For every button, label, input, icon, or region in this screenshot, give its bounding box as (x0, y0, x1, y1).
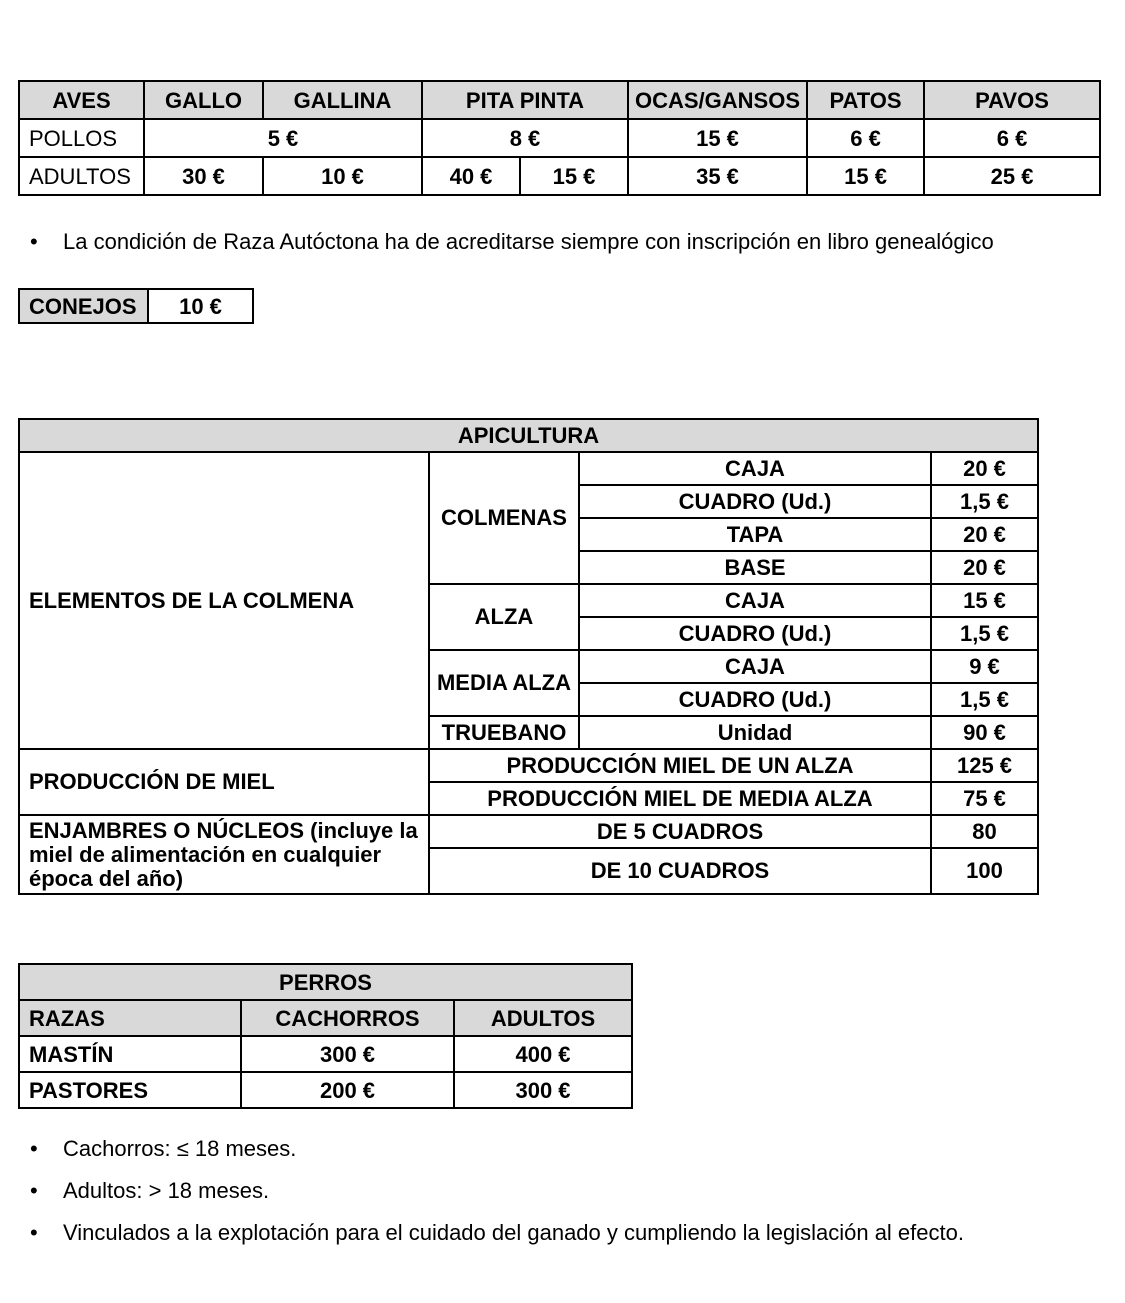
perros-notes-list (30, 1136, 1100, 1262)
colmenas-caja-price: 20 € (931, 452, 1038, 485)
pavos-header-cell: PAVOS (924, 81, 1100, 119)
adultos-patos-price: 15 € (807, 157, 924, 195)
colmenas-base-price: 20 € (931, 551, 1038, 584)
bullet-icon: • (30, 1178, 38, 1203)
note-cachorros (30, 1136, 1100, 1162)
pollos-row (19, 119, 1100, 157)
cachorros-header-cell: CACHORROS (241, 1000, 454, 1036)
note-adultos (30, 1178, 1100, 1204)
pastores-label: PASTORES (19, 1072, 241, 1108)
pollos-label: POLLOS (19, 119, 144, 157)
note-cachorros-text: Cachorros: ≤ 18 meses. (63, 1136, 297, 1161)
perros-header-row (19, 1000, 632, 1036)
produccion-un-alza-item: PRODUCCIÓN MIEL DE UN ALZA (429, 749, 931, 782)
bullet-icon: • (30, 229, 38, 254)
pollos-gallo-gallina-price: 5 € (144, 119, 422, 157)
enjambres-10-cuadros-item: DE 10 CUADROS (429, 848, 931, 894)
alza-caja-price: 15 € (931, 584, 1038, 617)
colmenas-caja-item: CAJA (579, 452, 931, 485)
alza-label: ALZA (429, 584, 579, 650)
colmenas-tapa-price: 20 € (931, 518, 1038, 551)
elementos-colmena-label: ELEMENTOS DE LA COLMENA (19, 452, 429, 749)
apicultura-title-row (19, 419, 1038, 452)
truebano-unit: Unidad (579, 716, 931, 749)
produccion-miel-label: PRODUCCIÓN DE MIEL (19, 749, 429, 815)
note-vinculados-text: Vinculados a la explotación para el cuidado del ganado y cumpliendo la legislación al efecto. (63, 1220, 964, 1245)
conejos-price: 10 € (148, 289, 253, 323)
gallina-header-cell: GALLINA (263, 81, 422, 119)
produccion-media-alza-item: PRODUCCIÓN MIEL DE MEDIA ALZA (429, 782, 931, 815)
media-alza-caja-item: CAJA (579, 650, 931, 683)
gallo-header-cell: GALLO (144, 81, 263, 119)
pollos-pavos-price: 6 € (924, 119, 1100, 157)
media-alza-cuadro-price: 1,5 € (931, 683, 1038, 716)
aves-header-cell: AVES (19, 81, 144, 119)
conejos-label: CONEJOS (19, 289, 148, 323)
mastin-row (19, 1036, 632, 1072)
conejos-row (19, 289, 253, 323)
apicultura-title: APICULTURA (19, 419, 1038, 452)
perros-title: PERROS (19, 964, 632, 1000)
pastores-row (19, 1072, 632, 1108)
aves-header-row (19, 81, 1100, 119)
enjambres-5-cuadros-row (19, 815, 1038, 848)
colmenas-label: COLMENAS (429, 452, 579, 584)
alza-cuadro-price: 1,5 € (931, 617, 1038, 650)
pollos-ocas-gansos-price: 15 € (628, 119, 807, 157)
colmenas-cuadro-item: CUADRO (Ud.) (579, 485, 931, 518)
pastores-cachorros-price: 200 € (241, 1072, 454, 1108)
pita-pinta-header-cell: PITA PINTA (422, 81, 628, 119)
mastin-label: MASTÍN (19, 1036, 241, 1072)
colmenas-cuadro-price: 1,5 € (931, 485, 1038, 518)
media-alza-label: MEDIA ALZA (429, 650, 579, 716)
adultos-pita-pinta-price-a: 40 € (422, 157, 520, 195)
note-vinculados (30, 1220, 1100, 1246)
raza-autoctona-note-text: La condición de Raza Autóctona ha de acreditarse siempre con inscripción en libro genealógico (63, 229, 994, 254)
bullet-icon: • (30, 1220, 38, 1245)
perros-price-table (18, 963, 633, 1109)
produccion-un-alza-price: 125 € (931, 749, 1038, 782)
adultos-label: ADULTOS (19, 157, 144, 195)
enjambres-10-cuadros-price: 100 (931, 848, 1038, 894)
adultos-pavos-price: 25 € (924, 157, 1100, 195)
media-alza-caja-price: 9 € (931, 650, 1038, 683)
produccion-alza-row (19, 749, 1038, 782)
adultos-row (19, 157, 1100, 195)
truebano-price: 90 € (931, 716, 1038, 749)
raza-autoctona-note (30, 229, 1090, 255)
apicultura-price-table (18, 418, 1039, 895)
produccion-media-alza-price: 75 € (931, 782, 1038, 815)
adultos-gallina-price: 10 € (263, 157, 422, 195)
colmenas-tapa-item: TAPA (579, 518, 931, 551)
truebano-label: TRUEBANO (429, 716, 579, 749)
mastin-cachorros-price: 300 € (241, 1036, 454, 1072)
alza-cuadro-item: CUADRO (Ud.) (579, 617, 931, 650)
perros-title-row (19, 964, 632, 1000)
conejos-price-table (18, 288, 254, 324)
alza-caja-item: CAJA (579, 584, 931, 617)
pastores-adultos-price: 300 € (454, 1072, 632, 1108)
enjambres-label: ENJAMBRES O NÚCLEOS (incluye la miel de alimentación en cualquier época del año) (19, 815, 429, 894)
note-adultos-text: Adultos: > 18 meses. (63, 1178, 270, 1203)
patos-header-cell: PATOS (807, 81, 924, 119)
mastin-adultos-price: 400 € (454, 1036, 632, 1072)
adultos-header-cell: ADULTOS (454, 1000, 632, 1036)
colmenas-base-item: BASE (579, 551, 931, 584)
aves-price-table (18, 80, 1101, 196)
media-alza-cuadro-item: CUADRO (Ud.) (579, 683, 931, 716)
adultos-gallo-price: 30 € (144, 157, 263, 195)
adultos-pita-pinta-price-b: 15 € (520, 157, 628, 195)
colmenas-caja-row (19, 452, 1038, 485)
enjambres-5-cuadros-price: 80 (931, 815, 1038, 848)
enjambres-5-cuadros-item: DE 5 CUADROS (429, 815, 931, 848)
ocas-gansos-header-cell: OCAS/GANSOS (628, 81, 807, 119)
razas-header-cell: RAZAS (19, 1000, 241, 1036)
pollos-patos-price: 6 € (807, 119, 924, 157)
adultos-ocas-gansos-price: 35 € (628, 157, 807, 195)
pollos-pita-pinta-price: 8 € (422, 119, 628, 157)
bullet-icon: • (30, 1136, 38, 1161)
